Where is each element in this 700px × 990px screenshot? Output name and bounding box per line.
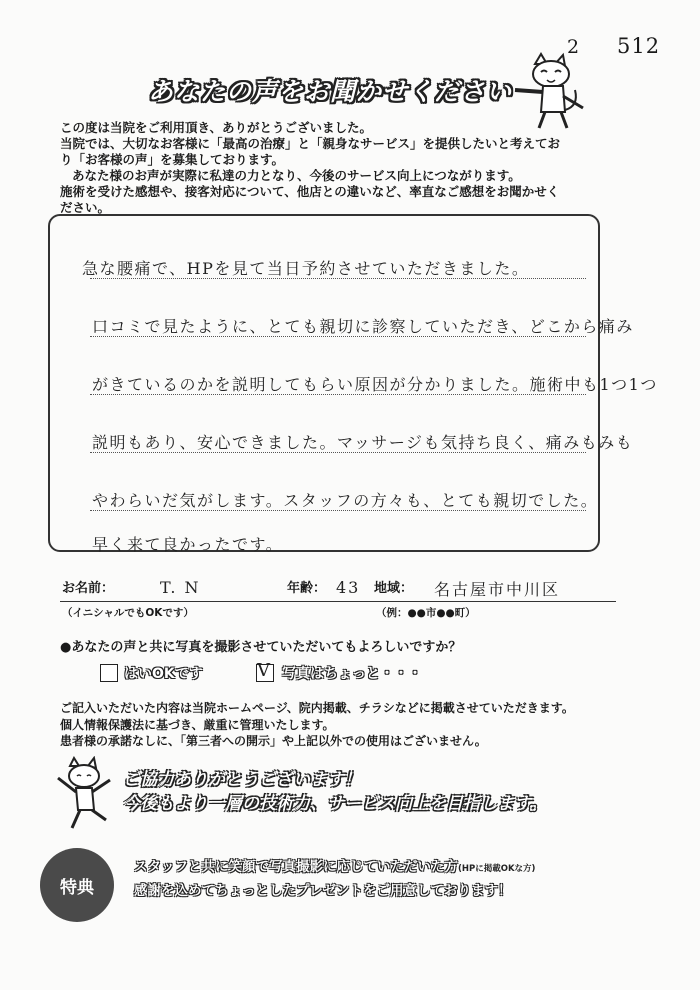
perk-text bbox=[134, 856, 535, 902]
page-number-small: 2 bbox=[567, 36, 580, 58]
perk-line: スタッフと共に笑顔で写真撮影に応じていただいた方 bbox=[134, 859, 458, 875]
age-label: 年齢： bbox=[287, 581, 327, 596]
intro-line: り「お客様の声」を募集しております。 bbox=[60, 152, 285, 167]
thanks-line: 今後もより一層の技術力、サービス向上を目指します。 bbox=[123, 794, 547, 814]
handwritten-line: 早く来て良かったです。 bbox=[92, 535, 284, 554]
handwritten-line: 説明もあり、安心できました。マッサージも気持ち良く、痛みもみも bbox=[92, 433, 634, 452]
notice-line: 患者様の承諾なしに、「第三者への開示」や上記以外での使用はございません。 bbox=[60, 734, 487, 748]
intro-line: 施術を受けた感想や、接客対応について、他店との違いなど、率直なご感想をお聞かせく bbox=[60, 184, 560, 199]
perk-badge: 特典 bbox=[40, 848, 114, 922]
thanks-line: ご協力ありがとうございます！ bbox=[123, 770, 361, 790]
intro-line: あなた様のお声が実際に私達の力となり、今後のサービス向上につながります。 bbox=[72, 168, 521, 183]
dotted-rule bbox=[90, 510, 586, 511]
page-title: あなたの声をお聞かせください bbox=[148, 77, 513, 106]
option-no-label: 写真はちょっと・・・ bbox=[282, 666, 422, 682]
name-value[interactable]: T. N bbox=[160, 578, 201, 597]
cat-dancing-illustration bbox=[50, 756, 120, 836]
intro-line: 当院では、大切なお客様に「最高の治療」と「親身なサービス」を提供したいと考えてお bbox=[60, 136, 561, 151]
age-value[interactable]: 43 bbox=[336, 578, 361, 597]
name-label: お名前： bbox=[62, 581, 115, 596]
notice-line: 個人情報保護法に基づき、厳重に管理いたします。 bbox=[60, 717, 335, 732]
initial-note: （イニシャルでもOKです） bbox=[62, 607, 194, 619]
region-label: 地域： bbox=[374, 581, 414, 596]
perk-line: 感謝を込めてちょっとしたプレゼントをご用意しております！ bbox=[134, 883, 512, 899]
photo-consent-question: ●あなたの声と共に写真を撮影させていただいてもよろしいですか？ bbox=[60, 640, 462, 655]
dotted-rule bbox=[90, 394, 586, 395]
intro-line: この度は当院をご利用頂き、ありがとうございました。 bbox=[60, 120, 373, 135]
comment-box bbox=[48, 214, 658, 554]
privacy-notice bbox=[60, 700, 574, 750]
handwritten-line: 口コミで見たように、とても親切に診察していただき、どこから痛み bbox=[92, 317, 634, 336]
handwritten-line: やわらいだ気がします。スタッフの方々も、とても親切でした。 bbox=[92, 491, 599, 510]
handwritten-line: がきているのかを説明してもらい原因が分かりました。施術中も1つ1つ bbox=[92, 375, 658, 394]
region-value[interactable]: 名古屋市中川区 bbox=[434, 580, 561, 599]
checkbox-yes[interactable] bbox=[100, 664, 118, 682]
intro-line: ださい。 bbox=[60, 200, 111, 215]
dotted-rule bbox=[90, 336, 586, 337]
intro-text bbox=[60, 120, 620, 216]
perk-note: (HPに掲載OKな方) bbox=[458, 864, 536, 874]
option-yes-label: はいOKです bbox=[124, 666, 203, 682]
notice-line: ご記入いただいた内容は当院ホームページ、院内掲載、チラシなどに掲載させていただきます。 bbox=[60, 701, 574, 715]
check-mark: V bbox=[257, 660, 272, 681]
thanks-message bbox=[123, 768, 547, 816]
region-example: （例：●●市●●町） bbox=[376, 607, 476, 619]
page-number: 512 bbox=[617, 34, 661, 58]
handwritten-line: 急な腰痛で、HPを見て当日予約させていただきました。 bbox=[82, 259, 530, 278]
dotted-rule bbox=[90, 452, 586, 453]
form-underline bbox=[60, 601, 616, 602]
dotted-rule bbox=[90, 278, 586, 279]
